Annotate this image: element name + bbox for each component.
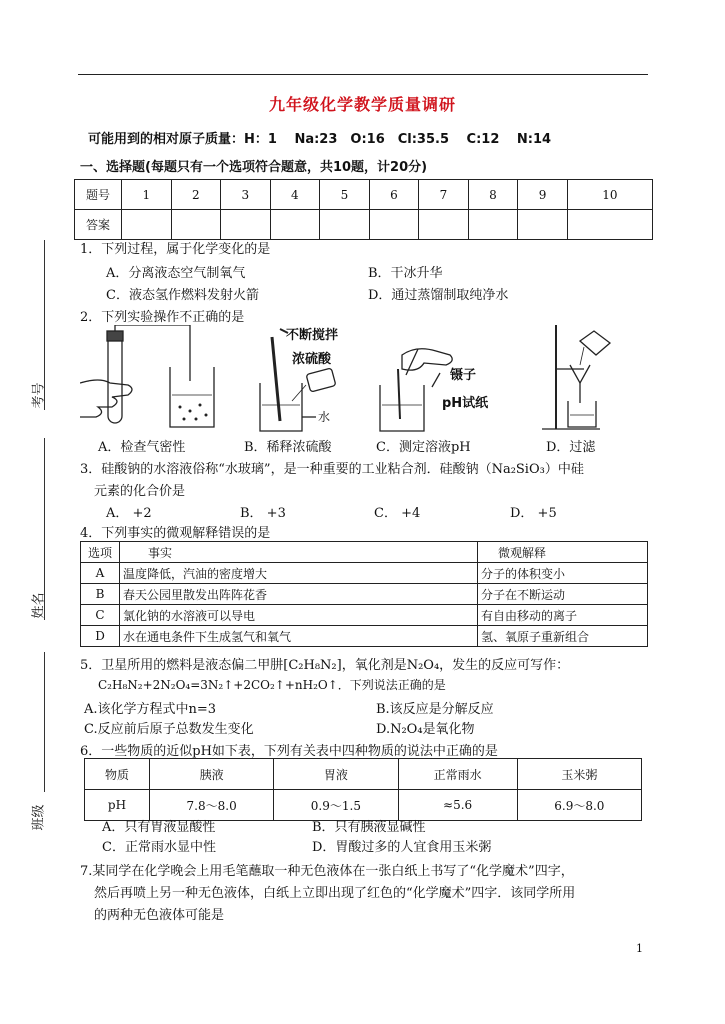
table-cell: 氢、氧原子重新组合 bbox=[478, 626, 648, 647]
label-sulfuric-acid: 浓硫酸 bbox=[292, 352, 332, 367]
table-cell: 温度降低，汽油的密度增大 bbox=[120, 563, 478, 584]
grid-cell: 6 bbox=[369, 180, 419, 210]
table-header: 胰液 bbox=[150, 759, 274, 790]
table-header: 物质 bbox=[85, 759, 150, 790]
table-cell: A bbox=[81, 563, 120, 584]
q5-option-b: B.该反应是分解反应 bbox=[376, 702, 494, 717]
table-header: 胃液 bbox=[274, 759, 398, 790]
q2-option-a: A．检查气密性 bbox=[98, 440, 186, 455]
grid-label-number: 题号 bbox=[75, 180, 122, 210]
q3-option-d: D． +5 bbox=[510, 506, 557, 521]
q5-option-c: C.反应前后原子总数发生变化 bbox=[84, 722, 254, 737]
table-row bbox=[81, 563, 648, 584]
q7-line-2: 然后再喷上另一种无色液体，白纸上立即出现了红色的“化学魔术”四字．该同学所用 bbox=[94, 886, 576, 901]
grid-cell: 2 bbox=[171, 180, 221, 210]
grid-cell: 8 bbox=[468, 180, 518, 210]
label-stirring: 不断搅拌 bbox=[286, 328, 339, 343]
table-cell: 0.9～1.5 bbox=[274, 790, 398, 821]
table-cell: 7.8～8.0 bbox=[150, 790, 274, 821]
table-cell: 水在通电条件下生成氢气和氧气 bbox=[120, 626, 478, 647]
label-water: 水 bbox=[318, 410, 331, 424]
side-label-name: 姓名 bbox=[31, 592, 47, 619]
table-cell: 分子在不断运动 bbox=[478, 584, 648, 605]
table-header: 玉米粥 bbox=[517, 759, 641, 790]
q1-option-a: A．分离液态空气制氧气 bbox=[106, 266, 246, 281]
binding-line bbox=[44, 652, 45, 792]
table-header: 微观解释 bbox=[478, 542, 648, 563]
table-row bbox=[85, 759, 642, 790]
table-cell: C bbox=[81, 605, 120, 626]
q3-line-2: 元素的化合价是 bbox=[94, 484, 186, 499]
q5-option-a: A.该化学方程式中n=3 bbox=[84, 702, 217, 717]
grid-cell: 10 bbox=[567, 180, 652, 210]
q6-option-c: C．正常雨水显中性 bbox=[102, 840, 216, 855]
q1-option-b: B．干冰升华 bbox=[368, 266, 443, 281]
dilution-apparatus bbox=[260, 327, 338, 431]
q2-stem: 2．下列实验操作不正确的是 bbox=[80, 310, 245, 325]
answer-cell[interactable] bbox=[419, 210, 469, 240]
side-label-exam-number: 考号 bbox=[31, 382, 47, 409]
grid-label-answer: 答案 bbox=[75, 210, 122, 240]
grid-cell: 9 bbox=[518, 180, 568, 210]
table-row bbox=[81, 605, 648, 626]
q1-option-c: C．液态氢作燃料发射火箭 bbox=[106, 288, 259, 303]
gas-tightness-apparatus bbox=[80, 325, 214, 427]
table-cell: 分子的体积变小 bbox=[478, 563, 648, 584]
answer-cell[interactable] bbox=[122, 210, 172, 240]
q6-stem: 6．一些物质的近似pH如下表，下列有关表中四种物质的说法中正确的是 bbox=[80, 744, 498, 759]
answer-cell[interactable] bbox=[369, 210, 419, 240]
table-cell: D bbox=[81, 626, 120, 647]
answer-cell[interactable] bbox=[270, 210, 320, 240]
q2-apparatus-figure bbox=[80, 325, 640, 437]
table-cell: ≈5.6 bbox=[398, 790, 517, 821]
filtration-apparatus bbox=[542, 325, 610, 429]
q5-option-d: D.N₂O₄是氧化物 bbox=[376, 722, 475, 737]
answer-cell[interactable] bbox=[468, 210, 518, 240]
top-rule bbox=[78, 74, 648, 75]
atomic-mass-line: 可能用到的相对原子质量：H：1 Na:23 O:16 Cl:35.5 C:12 N:14 bbox=[88, 132, 552, 147]
grid-cell: 7 bbox=[419, 180, 469, 210]
table-cell: pH bbox=[85, 790, 150, 821]
q3-option-b: B． +3 bbox=[240, 506, 286, 521]
page-number: 1 bbox=[636, 942, 643, 955]
page-title: 九年级化学教学质量调研 bbox=[268, 95, 456, 114]
answer-cell[interactable] bbox=[221, 210, 271, 240]
table-row bbox=[81, 542, 648, 563]
table-header: 选项 bbox=[81, 542, 120, 563]
q7-line-1: 7.某同学在化学晚会上用毛笔蘸取一种无色液体在一张白纸上书写了“化学魔术”四字， bbox=[80, 864, 574, 879]
table-header: 事实 bbox=[120, 542, 478, 563]
answer-grid bbox=[74, 179, 653, 240]
ph-test-apparatus bbox=[380, 349, 489, 431]
table-row bbox=[81, 626, 648, 647]
table-cell: 有自由移动的离子 bbox=[478, 605, 648, 626]
table-header: 正常雨水 bbox=[398, 759, 517, 790]
table-cell: 6.9～8.0 bbox=[517, 790, 641, 821]
answer-cell[interactable] bbox=[518, 210, 568, 240]
q5-line-1: 5．卫星所用的燃料是液态偏二甲肼[C₂H₈N₂]，氧化剂是N₂O₄，发生的反应可写作： bbox=[80, 658, 570, 673]
q2-option-c: C．测定溶液pH bbox=[376, 440, 471, 455]
label-ph-paper: pH试纸 bbox=[442, 396, 489, 411]
grid-cell: 5 bbox=[320, 180, 370, 210]
q3-option-c: C． +4 bbox=[374, 506, 421, 521]
q4-stem: 4．下列事实的微观解释错误的是 bbox=[80, 526, 271, 541]
q1-option-d: D．通过蒸馏制取纯净水 bbox=[368, 288, 509, 303]
q1-stem: 1．下列过程，属于化学变化的是 bbox=[80, 242, 271, 257]
q2-option-d: D．过滤 bbox=[546, 440, 596, 455]
table-row bbox=[75, 180, 653, 210]
table-cell: 春天公园里散发出阵阵花香 bbox=[120, 584, 478, 605]
q6-option-a: A．只有胃液显酸性 bbox=[102, 820, 216, 835]
ph-table bbox=[84, 758, 642, 821]
answer-cell[interactable] bbox=[171, 210, 221, 240]
table-row bbox=[75, 210, 653, 240]
answer-cell[interactable] bbox=[320, 210, 370, 240]
table-cell: 氯化钠的水溶液可以导电 bbox=[120, 605, 478, 626]
q3-line-1: 3．硅酸钠的水溶液俗称“水玻璃”，是一种重要的工业粘合剂．硅酸钠（Na₂SiO₃）中硅 bbox=[80, 462, 584, 477]
grid-cell: 1 bbox=[122, 180, 172, 210]
q6-option-b: B．只有胰液显碱性 bbox=[312, 820, 426, 835]
q3-option-a: A． +2 bbox=[106, 506, 152, 521]
label-tweezers: 镊子 bbox=[450, 368, 477, 383]
section-heading: 一、选择题(每题只有一个选项符合题意，共10题，计20分) bbox=[80, 160, 428, 175]
table-cell: B bbox=[81, 584, 120, 605]
q7-line-3: 的两种无色液体可能是 bbox=[94, 908, 225, 923]
grid-cell: 3 bbox=[221, 180, 271, 210]
table-row bbox=[81, 584, 648, 605]
q5-equation: C₂H₈N₂+2N₂O₄=3N₂↑+2CO₂↑+nH₂O↑．下列说法正确的是 bbox=[98, 678, 446, 692]
q6-option-d: D．胃酸过多的人宜食用玉米粥 bbox=[312, 840, 492, 855]
grid-cell: 4 bbox=[270, 180, 320, 210]
answer-cell[interactable] bbox=[567, 210, 652, 240]
q2-option-b: B．稀释浓硫酸 bbox=[244, 440, 332, 455]
side-label-class: 班级 bbox=[31, 804, 47, 831]
micro-explanation-table bbox=[80, 541, 648, 647]
